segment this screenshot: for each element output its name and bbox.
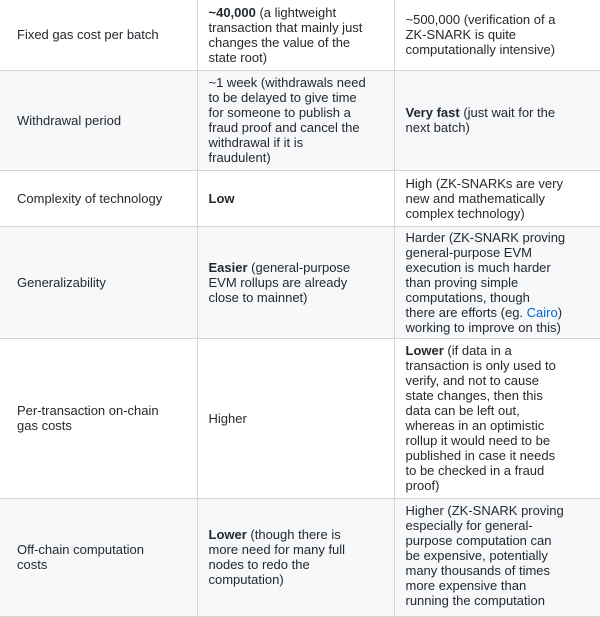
optimistic-cell xyxy=(197,170,394,226)
bold-value: ~40,000 xyxy=(208,4,256,20)
bold-value: Lower xyxy=(208,527,247,542)
optimistic-cell: Easier (general-purpose EVM rollups are already close to mainnet) xyxy=(197,226,394,338)
table-row xyxy=(0,0,600,70)
feature-cell: Fixed gas cost per batch xyxy=(0,0,197,70)
bold-value: Very fast xyxy=(405,105,460,120)
bold-value: Lower xyxy=(405,343,444,358)
feature-cell: Complexity of technology xyxy=(0,170,197,226)
feature-cell: Withdrawal period xyxy=(0,70,197,170)
optimistic-cell: ~1 week (withdrawals need to be delayed to give time for someone to publish a fraud proof and cancel the withdrawal if it is fraudulent) xyxy=(197,70,394,170)
table-row xyxy=(0,226,600,338)
feature-cell: Off-chain computation costs xyxy=(0,498,197,616)
cairo-link[interactable]: Cairo xyxy=(526,304,558,320)
table-row xyxy=(0,70,600,170)
feature-cell: Per-transaction on-chain gas costs xyxy=(0,338,197,498)
zk-cell: Higher (ZK-SNARK proving especially for general- purpose computation can be expensive, potentially many thousands of times more expensive than running the computation xyxy=(394,498,600,616)
zk-cell: Harder (ZK-SNARK proving general-purpose EVM execution is much harder than proving simple computations, though there are efforts (eg. Cairo) working to improve on this) xyxy=(394,226,600,338)
zk-cell: Lower (if data in a transaction is only used to verify, and not to cause state changes, then this data can be left out, whereas in an optimistic rollup it would need to be published in case it needs to be checked in a fraud proof) xyxy=(394,338,600,498)
zk-cell: ~500,000 (verification of a ZK-SNARK is quite computationally intensive) xyxy=(394,0,600,70)
bold-value: Low xyxy=(208,190,235,206)
feature-cell: Generalizability xyxy=(0,226,197,338)
optimistic-cell: Higher xyxy=(197,338,394,498)
table-row xyxy=(0,170,600,226)
table-row xyxy=(0,498,600,616)
zk-cell: Very fast (just wait for the next batch) xyxy=(394,70,600,170)
optimistic-cell: Lower (though there is more need for many full nodes to redo the computation) xyxy=(197,498,394,616)
zk-cell: High (ZK-SNARKs are very new and mathematically complex technology) xyxy=(394,170,600,226)
table-row xyxy=(0,338,600,498)
bold-value: Easier xyxy=(208,259,248,275)
optimistic-cell: ~40,000 (a lightweight transaction that mainly just changes the value of the state root) xyxy=(197,0,394,70)
